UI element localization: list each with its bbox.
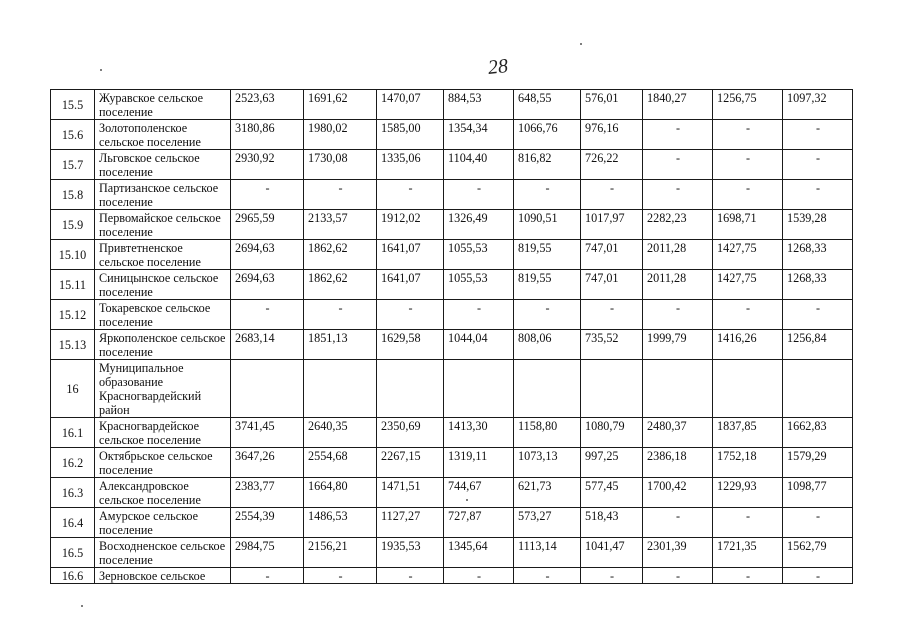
value-cell: 1113,14 [514,538,581,568]
value-cell: 1980,02 [304,120,377,150]
value-cell: 1055,53 [444,270,514,300]
value-cell: 1104,40 [444,150,514,180]
scan-speck [580,43,582,45]
settlement-name-cell: Яркополенское сельское поселение [95,330,231,360]
page-number: 28 [486,55,510,79]
value-cell: - [581,300,643,330]
value-cell: 2383,77 [231,478,304,508]
value-cell: 2156,21 [304,538,377,568]
value-cell: 1017,97 [581,210,643,240]
value-cell: 735,52 [581,330,643,360]
value-cell [304,360,377,418]
value-cell: 884,53 [444,90,514,120]
value-cell: 1935,53 [377,538,444,568]
scan-speck [81,605,83,607]
value-cell: 1127,27 [377,508,444,538]
table-row [51,478,853,508]
value-cell: - [643,508,713,538]
value-cell: 2301,39 [643,538,713,568]
value-cell: - [643,568,713,584]
value-cell: - [231,180,304,210]
value-cell: - [304,180,377,210]
table-row [51,508,853,538]
value-cell [377,360,444,418]
value-cell: 1862,62 [304,240,377,270]
value-cell: 1345,64 [444,538,514,568]
settlement-name-cell: Восходненское сельское поселение [95,538,231,568]
value-cell: 1354,34 [444,120,514,150]
value-cell: 1862,62 [304,270,377,300]
value-cell: 2554,68 [304,448,377,478]
settlement-name-cell: Льговское сельское поселение [95,150,231,180]
value-cell: - [231,300,304,330]
value-cell: 1080,79 [581,418,643,448]
settlement-name-cell: Синицынское сельское поселение [95,270,231,300]
settlement-name-cell: Журавское сельское поселение [95,90,231,120]
value-cell: 1041,47 [581,538,643,568]
value-cell [581,360,643,418]
value-cell: - [581,180,643,210]
value-cell: 1416,26 [713,330,783,360]
value-cell: 819,55 [514,270,581,300]
value-cell: - [783,120,853,150]
value-cell: 2386,18 [643,448,713,478]
value-cell: 1752,18 [713,448,783,478]
value-cell: - [643,120,713,150]
row-number-cell: 16 [51,360,95,418]
row-number-cell: 15.7 [51,150,95,180]
value-cell: 2133,57 [304,210,377,240]
value-cell: 747,01 [581,240,643,270]
value-cell: - [643,150,713,180]
value-cell [643,360,713,418]
value-cell: 1335,06 [377,150,444,180]
value-cell: 2282,23 [643,210,713,240]
value-cell: 1098,77 [783,478,853,508]
value-cell: - [713,508,783,538]
value-cell: 1999,79 [643,330,713,360]
value-cell: 819,55 [514,240,581,270]
settlement-name-cell: Партизанское сельское поселение [95,180,231,210]
value-cell: 2480,37 [643,418,713,448]
row-number-cell: 15.10 [51,240,95,270]
value-cell: 3647,26 [231,448,304,478]
table-row [51,568,853,584]
value-cell: 1851,13 [304,330,377,360]
value-cell: 648,55 [514,90,581,120]
value-cell: 576,01 [581,90,643,120]
row-number-cell: 16.2 [51,448,95,478]
value-cell: 1721,35 [713,538,783,568]
value-cell: 1158,80 [514,418,581,448]
value-cell: 3741,45 [231,418,304,448]
value-cell: 1066,76 [514,120,581,150]
row-number-cell: 15.5 [51,90,95,120]
value-cell [231,360,304,418]
value-cell: 1229,93 [713,478,783,508]
value-cell: 744,67 [444,478,514,508]
table-row [51,418,853,448]
row-number-cell: 15.12 [51,300,95,330]
value-cell: 2554,39 [231,508,304,538]
value-cell: 747,01 [581,270,643,300]
value-cell: - [783,508,853,538]
table-row [51,180,853,210]
value-cell: - [444,180,514,210]
value-cell: 1090,51 [514,210,581,240]
value-cell: 1427,75 [713,240,783,270]
value-cell: 1256,75 [713,90,783,120]
value-cell: - [514,568,581,584]
scan-speck [100,69,102,71]
value-cell: - [643,180,713,210]
row-number-cell: 15.8 [51,180,95,210]
settlement-name-cell: Привтетненское сельское поселение [95,240,231,270]
value-cell: 2930,92 [231,150,304,180]
value-cell: - [783,568,853,584]
value-cell: 1427,75 [713,270,783,300]
value-cell: - [377,300,444,330]
value-cell: 621,73 [514,478,581,508]
value-cell: - [581,568,643,584]
tariff-table [50,89,853,584]
value-cell: 1837,85 [713,418,783,448]
value-cell: 1319,11 [444,448,514,478]
table-row [51,330,853,360]
table-row [51,448,853,478]
value-cell: 1268,33 [783,270,853,300]
row-number-cell: 16.4 [51,508,95,538]
value-cell: - [783,180,853,210]
value-cell: 808,06 [514,330,581,360]
value-cell: 1840,27 [643,90,713,120]
settlement-name-cell: Амурское сельское поселение [95,508,231,538]
row-number-cell: 16.6 [51,568,95,584]
value-cell: - [713,180,783,210]
table-row [51,150,853,180]
table-row [51,240,853,270]
value-cell: - [514,300,581,330]
value-cell: 1698,71 [713,210,783,240]
value-cell: 726,22 [581,150,643,180]
value-cell: 1268,33 [783,240,853,270]
table-row [51,270,853,300]
value-cell: 2965,59 [231,210,304,240]
value-cell: 1256,84 [783,330,853,360]
value-cell: 1629,58 [377,330,444,360]
row-number-cell: 15.11 [51,270,95,300]
row-number-cell: 16.3 [51,478,95,508]
value-cell: 1641,07 [377,240,444,270]
value-cell: 1691,62 [304,90,377,120]
settlement-name-cell: Токаревское сельское поселение [95,300,231,330]
value-cell: - [643,300,713,330]
value-cell: 577,45 [581,478,643,508]
value-cell: 2011,28 [643,270,713,300]
table-row [51,360,853,418]
settlement-name-cell: Зерновское сельское [95,568,231,584]
table-row [51,120,853,150]
value-cell [444,360,514,418]
value-cell: 1044,04 [444,330,514,360]
value-cell: 816,82 [514,150,581,180]
value-cell: 2683,14 [231,330,304,360]
value-cell: - [783,300,853,330]
settlement-name-cell: Муниципальное образование Красногвардейский район [95,360,231,418]
value-cell: - [783,150,853,180]
value-cell [783,360,853,418]
value-cell: 2523,63 [231,90,304,120]
settlement-name-cell: Александровское сельское поселение [95,478,231,508]
value-cell: 1539,28 [783,210,853,240]
value-cell: - [304,568,377,584]
value-cell: - [377,568,444,584]
row-number-cell: 15.13 [51,330,95,360]
value-cell: 1730,08 [304,150,377,180]
row-number-cell: 16.1 [51,418,95,448]
value-cell: - [444,568,514,584]
value-cell: 2694,63 [231,270,304,300]
value-cell: 2011,28 [643,240,713,270]
value-cell: 1579,29 [783,448,853,478]
value-cell: 2984,75 [231,538,304,568]
value-cell: 1326,49 [444,210,514,240]
value-cell: 2640,35 [304,418,377,448]
row-number-cell: 16.5 [51,538,95,568]
value-cell: 573,27 [514,508,581,538]
value-cell: 1470,07 [377,90,444,120]
value-cell: 1664,80 [304,478,377,508]
value-cell: 2694,63 [231,240,304,270]
value-cell: - [444,300,514,330]
value-cell: - [304,300,377,330]
table-row [51,538,853,568]
value-cell: 1413,30 [444,418,514,448]
value-cell: 1055,53 [444,240,514,270]
value-cell: 1662,83 [783,418,853,448]
value-cell: 727,87 [444,508,514,538]
value-cell: 2267,15 [377,448,444,478]
value-cell: 976,16 [581,120,643,150]
value-cell: 518,43 [581,508,643,538]
settlement-name-cell: Красногвардейское сельское поселение [95,418,231,448]
table-row [51,210,853,240]
table-row [51,300,853,330]
value-cell: - [713,120,783,150]
value-cell: 1486,53 [304,508,377,538]
value-cell [713,360,783,418]
value-cell: - [514,180,581,210]
value-cell: 1912,02 [377,210,444,240]
settlement-name-cell: Октябрьское сельское поселение [95,448,231,478]
value-cell: 3180,86 [231,120,304,150]
value-cell: - [713,300,783,330]
value-cell: - [713,150,783,180]
value-cell: 1585,00 [377,120,444,150]
settlement-name-cell: Золотополенское сельское поселение [95,120,231,150]
value-cell: - [377,180,444,210]
value-cell: 1641,07 [377,270,444,300]
value-cell: - [231,568,304,584]
value-cell: 1471,51 [377,478,444,508]
value-cell: - [713,568,783,584]
value-cell: 2350,69 [377,418,444,448]
value-cell: 997,25 [581,448,643,478]
row-number-cell: 15.9 [51,210,95,240]
row-number-cell: 15.6 [51,120,95,150]
value-cell [514,360,581,418]
value-cell: 1073,13 [514,448,581,478]
value-cell: 1562,79 [783,538,853,568]
value-cell: 1700,42 [643,478,713,508]
settlement-name-cell: Первомайское сельское поселение [95,210,231,240]
value-cell: 1097,32 [783,90,853,120]
table-row [51,90,853,120]
